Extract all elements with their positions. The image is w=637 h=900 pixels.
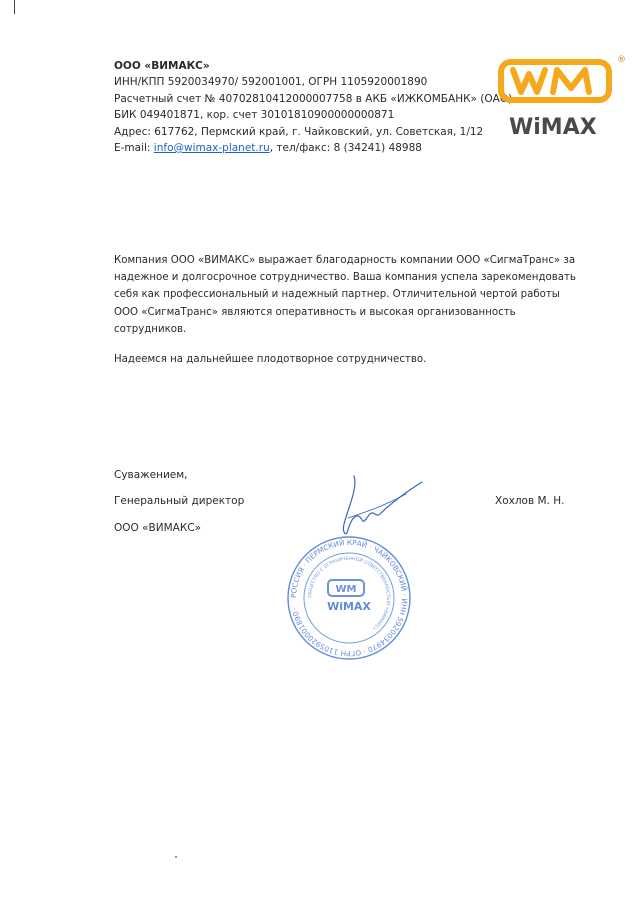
address-line: Адрес: 617762, Пермский край, г. Чайковский, ул. Советская, 1/12	[114, 125, 484, 138]
phone-text: , тел/факс: 8 (34241) 48988	[269, 142, 422, 155]
inn-kpp-line: ИНН/КПП 5920034970/ 592001001, ОГРН 1105920001890	[114, 76, 428, 89]
letterhead	[114, 58, 512, 156]
stamp-brand: WiMAX	[327, 600, 371, 613]
stamp-ring-text: РОССИЯ · ПЕРМСКИЙ КРАЙ · ЧАЙКОВСКИЙ · ИНН 5920034970 · ОГРН 1105920001890 ·	[288, 537, 410, 659]
signer-organization: ООО «ВИМАКС»	[114, 522, 202, 534]
letter-paragraph-1: Компания ООО «ВИМАКС» выражает благодарность компании ООО «СигмаТранс» за надежное и долгосрочное сотрудничество. Ваша компания успела зарекомендовать себя как профессиональный и надежный партнер. Отличительной чертой работы ООО «СигмаТранс» являются оперативность и высокая организованность сотрудников.	[114, 255, 576, 335]
email-link[interactable]: info@wimax-planet.ru	[153, 142, 270, 155]
company-stamp	[284, 534, 414, 662]
wimax-logo	[495, 52, 630, 144]
stamp-inner-ring	[304, 553, 394, 643]
logo-m-shape	[553, 70, 589, 92]
stamp-outer-ring	[288, 537, 410, 659]
letter-body	[114, 252, 584, 368]
scan-speck	[175, 856, 177, 858]
signer-position: Генеральный директор	[114, 495, 245, 507]
stamp-inner-text: ОБЩЕСТВО С ОГРАНИЧЕННОЙ ОТВЕТСТВЕННОСТЬЮ «ВИМАКС»	[307, 556, 391, 631]
bank-account-line: Расчетный счет № 40702810412000007758 в АКБ «ИЖКОМБАНК» (ОАО)	[114, 92, 513, 105]
contact-line	[114, 140, 512, 156]
stamp-logo-mark: WM	[335, 584, 357, 595]
closing-regards: Суважением,	[114, 469, 188, 481]
handwritten-signature	[336, 468, 426, 548]
logo-w-shape	[513, 70, 545, 92]
signer-name: Хохлов М. Н.	[495, 495, 565, 507]
bik-line: БИК 049401871, кор. счет 30101810900000000871	[114, 109, 395, 122]
email-label: E-mail:	[114, 142, 154, 155]
registered-mark: ®	[617, 55, 626, 65]
logo-wordmark: WiMAX	[509, 115, 597, 140]
company-name: ООО «ВИМАКС»	[114, 60, 210, 72]
scan-edge-mark	[0, 0, 15, 14]
letter-paragraph-2: Надеемся на дальнейшее плодотворное сотрудничество.	[114, 354, 427, 366]
